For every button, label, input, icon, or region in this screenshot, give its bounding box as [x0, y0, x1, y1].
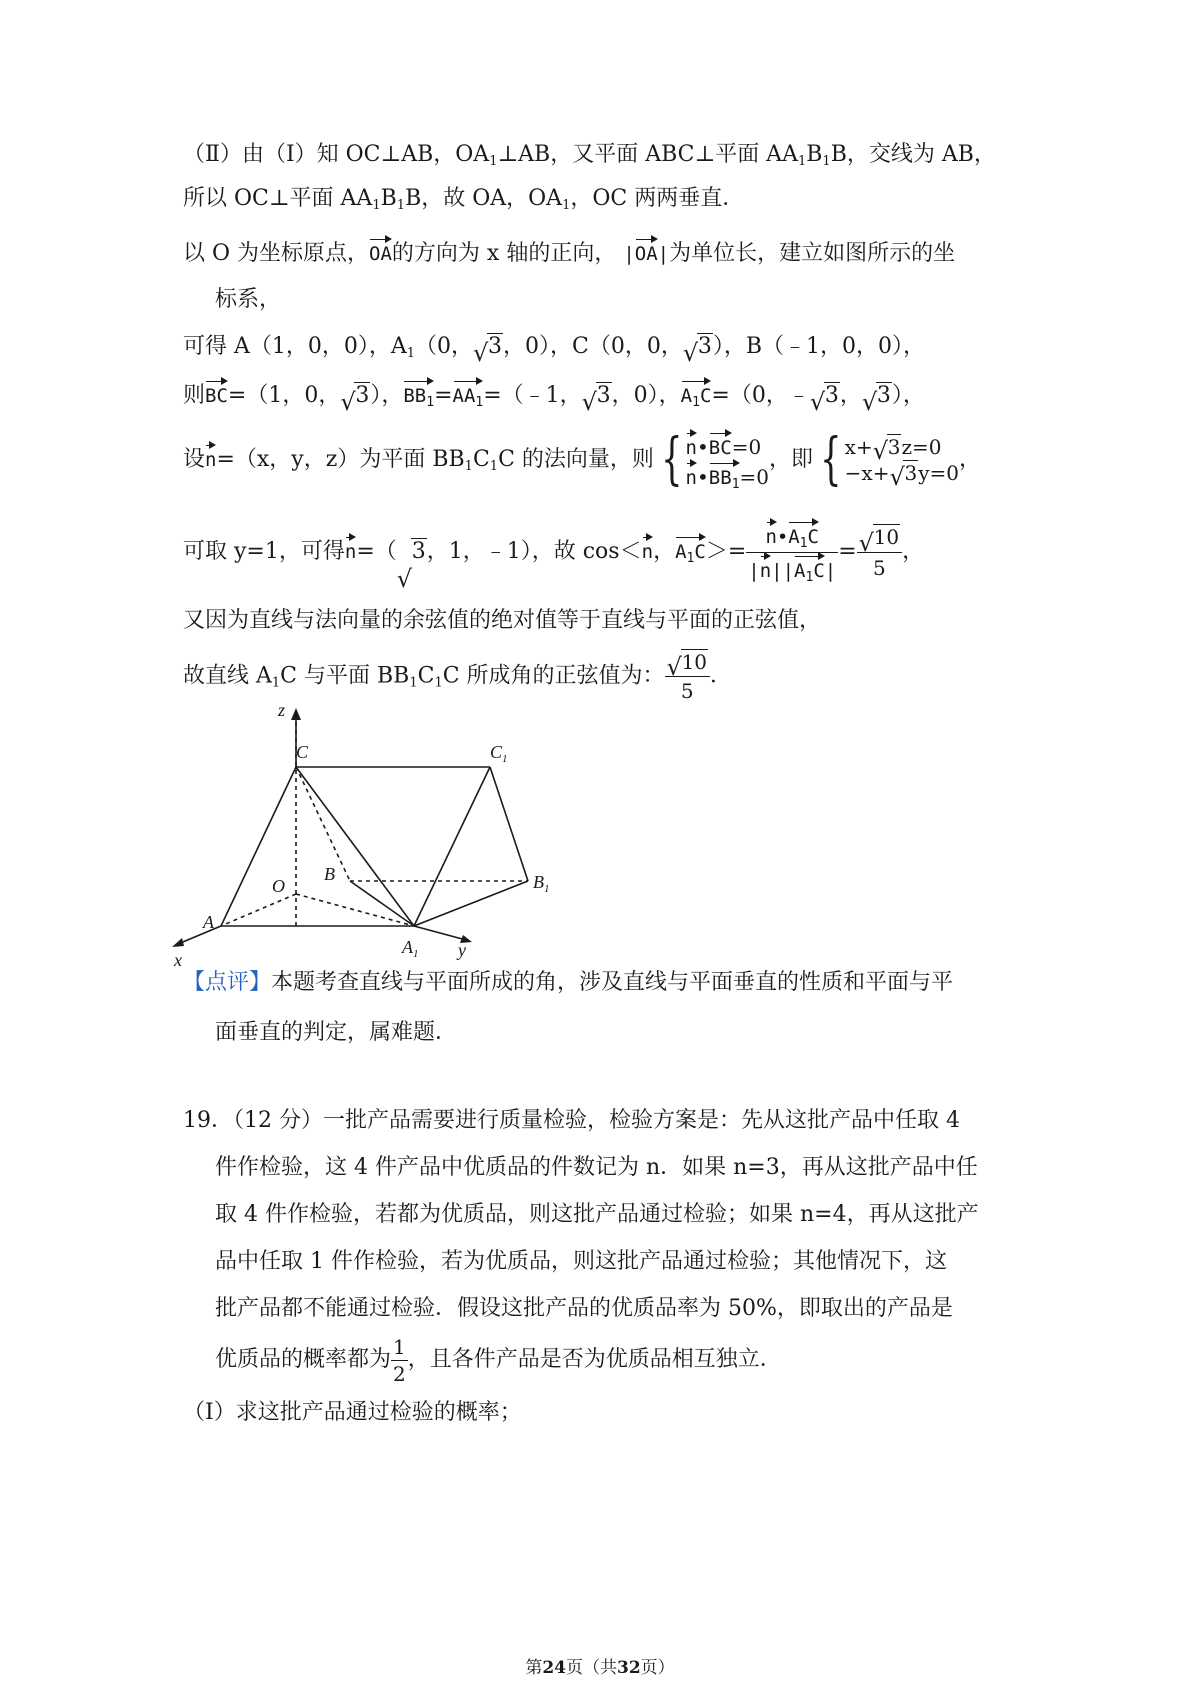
label-C1: $C_1$ [490, 742, 508, 765]
equation-system-2: x+ √ 3z=0 −x+ √ 3y=0 [844, 435, 959, 491]
vector-BC: BC [205, 378, 228, 406]
vector-n: n [205, 442, 216, 470]
half-fraction: $\frac{1}{2}$ [393, 1334, 406, 1386]
text-line: 所以 OC⊥平面 $AA_1B_1B$，故 OA，$OA_1$，OC 两两垂直． [183, 186, 745, 213]
vector-n: n [345, 534, 356, 562]
sqrt-3: √ 3 [581, 383, 611, 416]
x-axis [178, 926, 221, 944]
text-line: 标系， [215, 287, 282, 312]
abs-OA: |OA| [623, 243, 669, 265]
edge-C1B1 [490, 767, 528, 881]
text-line: 可取 y=1，可得n=（ √ 3，1，﹣1），故 cos＜n，$A_1C>=$ $\frac{n•A_1C}{|n||A_1C|}$ = √ 10 5 ， [183, 516, 924, 588]
label-O: O [272, 876, 285, 896]
text-line: 设n=（x，y，z）为平面 $BB_1C_1C$ 的法向量，则 { n•BC=0 $n•BB_1=0$ ，即 { x+ √ 3z=0 −x+ √ 3y=0 ， [183, 427, 981, 492]
question-line: 件作检验，这 4 件产品中优质品的件数记为 n．如果 n=3，再从这批产品中任 [215, 1155, 978, 1180]
page-total: 32 [617, 1658, 641, 1678]
question-line: （Ⅰ）求这批产品通过检验的概率； [183, 1400, 522, 1425]
question-line: 品中任取 1 件作检验，若为优质品，则这批产品通过检验；其他情况下，这 [215, 1249, 947, 1274]
cos-fraction: $\frac{n•A_1C}{|n||A_1C|}$ [746, 519, 838, 586]
sqrt-3: √ 3 [473, 334, 503, 367]
label-z: z [278, 700, 286, 720]
label-A1: $A_1$ [402, 937, 419, 960]
sqrt-3: √ 3 [682, 334, 712, 367]
question-line: 优质品的概率都为 $\frac{1}{2}$ ，且各件产品是否为优质品相互独立． [215, 1334, 782, 1386]
text-line: （Ⅱ）由（Ⅰ）知 OC⊥AB，$OA_1\perp AB$，又平面 ABC⊥平面 $AA_1B_1B$，交线为 AB， [183, 142, 996, 169]
vector-OA: OA [369, 236, 392, 264]
prism-diagram [160, 700, 560, 970]
text-line: 则BC=（1，0， √ 3），$BB_1=AA_1=(﹣1$， √ 3，0），$A_1C=(0$，﹣ √ 3， √ 3）， [183, 378, 925, 411]
text-line: 故直线 $A_1C$ 与平面 $BB_1C_1C$ 所成角的正弦值为： √ 10 5 ． [183, 650, 733, 703]
vector-AA1: $AA_1$ [453, 378, 484, 406]
sqrt-3: √ 3 [809, 383, 839, 416]
label-B1: $B_1$ [533, 872, 550, 895]
vector-A1C: $A_1C$ [675, 534, 706, 562]
page-number: 24 [542, 1658, 566, 1678]
text-line: 以 O 为坐标原点，OA的方向为 x 轴的正向， |OA|为单位长，建立如图所示的坐 [183, 236, 955, 269]
label-x: x [174, 950, 182, 970]
y-axis [414, 926, 466, 940]
vector-BB1: $BB_1$ [403, 378, 434, 406]
page-footer: 第24页（共32页） [525, 1658, 675, 1678]
question-line: 19．（12 分）一批产品需要进行质量检验，检验方案是：先从这批产品中任取 4 [183, 1108, 960, 1133]
sqrt-3: √ 3 [861, 383, 891, 416]
edge-CB [296, 767, 350, 881]
edge-CA [221, 767, 296, 926]
y-axis-hidden [296, 894, 414, 926]
result-fraction: √ 10 5 [857, 522, 902, 583]
comment-line: 面垂直的判定，属难题． [215, 1020, 458, 1045]
x-axis-hidden [221, 894, 296, 926]
sqrt-3: √ 3 [340, 383, 370, 416]
x-axis-arrow [172, 938, 184, 947]
sqrt-3: √ 3 [396, 539, 426, 593]
comment-tag: 【点评】 [183, 970, 272, 995]
question-line: 取 4 件作检验，若都为优质品，则这批产品通过检验；如果 n=4，再从这批产 [215, 1202, 979, 1227]
answer-fraction: √ 10 5 [665, 648, 710, 705]
question-line: 批产品都不能通过检验．假设这批产品的优质品率为 50%，即取出的产品是 [215, 1296, 953, 1321]
edge-B1A1 [414, 881, 528, 926]
edge-BA1 [350, 881, 414, 926]
text-line: 可得 A（1，0，0），$A_1(0$， √ 3，0），C（0，0， √ 3），B（﹣1，0，0）， [183, 334, 926, 367]
left-brace: { [820, 427, 842, 492]
vector-A1C: $A_1C$ [681, 378, 712, 406]
label-A: A [203, 912, 214, 932]
label-C: C [296, 742, 309, 762]
edge-CA1 [296, 767, 414, 926]
z-axis-arrow [291, 708, 301, 720]
text-line: 又因为直线与法向量的余弦值的绝对值等于直线与平面的正弦值， [183, 608, 822, 633]
equation-system-1: n•BC=0 $n•BB_1=0$ [686, 430, 769, 490]
left-brace: { [661, 427, 683, 492]
label-y: y [458, 940, 466, 960]
label-B: B [324, 864, 335, 884]
edge-C1A1 [414, 767, 490, 926]
comment-line: 【点评】本题考查直线与平面所成的角，涉及直线与平面垂直的性质和平面与平 [183, 970, 954, 995]
